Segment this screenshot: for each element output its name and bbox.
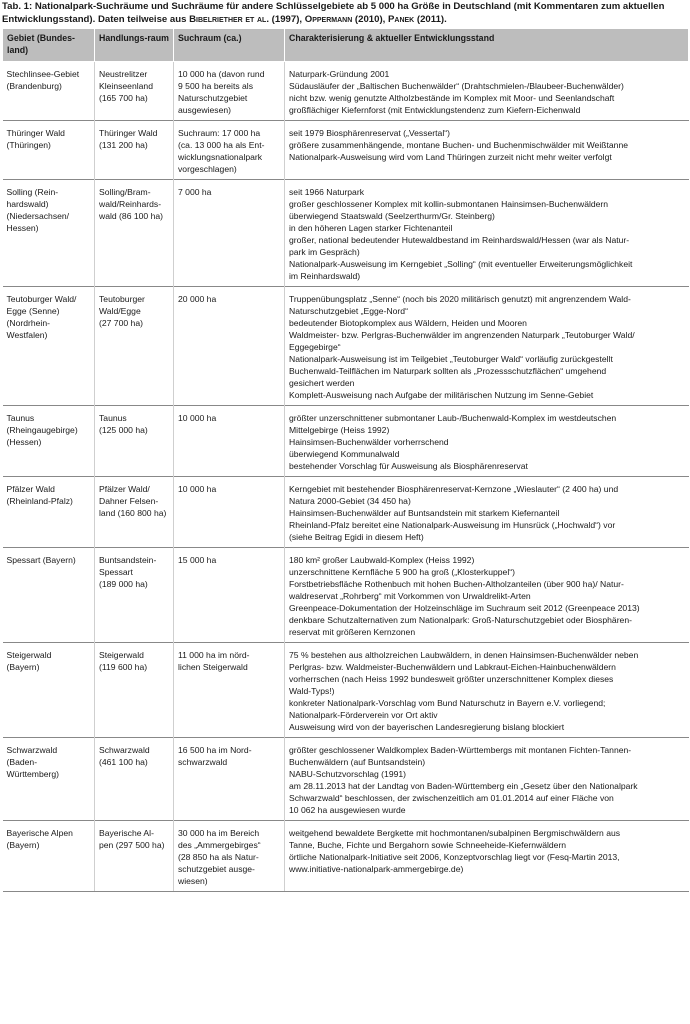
cell-line: (Hessen) bbox=[6, 437, 42, 447]
cell-line: Wald/Egge bbox=[99, 306, 141, 316]
cell-line: Nationalpark-Ausweisung ist im Teilgebiet „Teutoburger Wald“ vorläufig zurückgestellt bbox=[289, 354, 613, 364]
cell-line: großer, national bedeutender Hutewaldbestand im Reinhardswald/Hessen (war als Natur- bbox=[289, 235, 630, 245]
cell-line: Perlgras- bzw. Waldmeister-Buchenwäldern und Labkraut-Eichen-Hainbuchenwäldern bbox=[289, 662, 616, 672]
table-row bbox=[3, 738, 689, 821]
cell-charakterisierung bbox=[285, 821, 689, 892]
cell-line: Thüringer Wald bbox=[6, 128, 65, 138]
caption-year-2: (2010), bbox=[352, 14, 388, 25]
cell-line: Taunus bbox=[99, 413, 127, 423]
cell-line: im Reinhardswald) bbox=[289, 271, 361, 281]
cell-line: bedeutender Biotopkomplex aus Wäldern, Heiden und Mooren bbox=[289, 318, 527, 328]
cell-line: bestehender Vorschlag für Ausweisung als Biosphärenreservat bbox=[289, 461, 528, 471]
cell-line: (Brandenburg) bbox=[6, 81, 62, 91]
cell-handlungsraum bbox=[95, 121, 174, 180]
cell-charakterisierung bbox=[285, 738, 689, 821]
cell-gebiet bbox=[3, 738, 95, 821]
cell-line: Natura 2000-Gebiet (34 450 ha) bbox=[289, 496, 411, 506]
cell-line: Nationalpark-Förderverein vor Ort aktiv bbox=[289, 710, 438, 720]
cell-charakterisierung bbox=[285, 287, 689, 406]
cell-line: (125 000 ha) bbox=[99, 425, 148, 435]
cell-line: Hainsimsen-Buchenwälder vorherrschend bbox=[289, 437, 449, 447]
cell-line: (Bayern) bbox=[6, 840, 40, 850]
cell-line: Egge (Senne) bbox=[6, 306, 60, 316]
cell-suchraum bbox=[174, 180, 285, 287]
table-body bbox=[3, 62, 689, 892]
cell-charakterisierung bbox=[285, 121, 689, 180]
cell-line: nicht bzw. wenig genutzte Altholzbestände im Komplex mit Moor- und Seenlandschaft bbox=[289, 93, 615, 103]
cell-line: Buchenwäldern (auf Buntsandstein) bbox=[289, 757, 426, 767]
cell-line: 10 000 ha (davon rund bbox=[178, 69, 265, 79]
header-handlungsraum: Handlungs-raum bbox=[95, 29, 174, 62]
cell-line: Teutoburger bbox=[99, 294, 145, 304]
cell-line: Kleinseenland bbox=[99, 81, 153, 91]
cell-line: Dahner Felsen- bbox=[99, 496, 159, 506]
table-row bbox=[3, 548, 689, 643]
cell-line: reservat mit größeren Kernzonen bbox=[289, 627, 416, 637]
cell-gebiet bbox=[3, 180, 95, 287]
cell-line: ausgewiesen) bbox=[178, 105, 232, 115]
cell-line: Tanne, Buche, Fichte und Bergahorn sowie Schneeheide-Kiefernwäldern bbox=[289, 840, 567, 850]
cell-handlungsraum bbox=[95, 62, 174, 121]
cell-line: (Nordrhein- bbox=[6, 318, 50, 328]
cell-line: (Rheinland-Pfalz) bbox=[6, 496, 73, 506]
caption-text: Tab. 1: Nationalpark-Suchräume und Suchräume für andere Schlüsselgebiete ab 5 000 ha Größe in Deutschland (mit Kommentaren zum aktuellen Entwicklungsstand). Daten teilweise aus bbox=[2, 1, 665, 25]
cell-line: Nationalpark-Ausweisung im Kerngebiet „Solling“ (mit eventueller Erweiterungsmöglichkeit bbox=[289, 259, 633, 269]
cell-line: waldreservat „Rohrberg“ mit Vorkommen von Urwaldrelikt-Arten bbox=[289, 591, 531, 601]
cell-line: Schwarzwald bbox=[6, 745, 58, 755]
cell-line: Hainsimsen-Buchenwälder auf Buntsandstein mit starkem Kiefernanteil bbox=[289, 508, 560, 518]
cell-line: Naturpark-Gründung 2001 bbox=[289, 69, 390, 79]
cell-line: überwiegend Staatswald (Seelzerthurm/Gr. Steinberg) bbox=[289, 211, 495, 221]
cell-line: (Bayern) bbox=[6, 662, 40, 672]
cell-line: Rheinland-Pfalz bereitet eine Nationalpark-Ausweisung im Hunsrück („Hochwald“) vor bbox=[289, 520, 616, 530]
table-row bbox=[3, 643, 689, 738]
cell-line: Wald-Typs!) bbox=[289, 686, 335, 696]
cell-line: Teutoburger Wald/ bbox=[6, 294, 77, 304]
cell-line: großflächiger Kiefernforst (mit Entwicklungstendenz zum Kiefern-Eichenwald bbox=[289, 105, 581, 115]
cell-suchraum bbox=[174, 548, 285, 643]
cell-line: größter geschlossener Waldkomplex Baden-Württembergs mit montanen Fichten-Tannen- bbox=[289, 745, 632, 755]
cell-gebiet bbox=[3, 643, 95, 738]
cell-line: Württemberg) bbox=[6, 769, 60, 779]
cell-line: (ca. 13 000 ha als Ent- bbox=[178, 140, 265, 150]
cell-line: (Thüringen) bbox=[6, 140, 51, 150]
cell-line: lichen Steigerwald bbox=[178, 662, 248, 672]
cell-handlungsraum bbox=[95, 180, 174, 287]
header-charakterisierung: Charakterisierung & aktueller Entwicklungsstand bbox=[285, 29, 689, 62]
cell-line: unzerschnittene Kernfläche 5 900 ha groß („Klosterkuppel“) bbox=[289, 567, 515, 577]
cell-line: (siehe Beitrag Egidi in diesem Heft) bbox=[289, 532, 424, 542]
cell-line: 11 000 ha im nörd- bbox=[178, 650, 250, 660]
table-row bbox=[3, 477, 689, 548]
cell-handlungsraum bbox=[95, 406, 174, 477]
cell-suchraum bbox=[174, 406, 285, 477]
caption-author-3: Panek bbox=[388, 14, 415, 25]
table-row bbox=[3, 821, 689, 892]
cell-line: (461 100 ha) bbox=[99, 757, 148, 767]
cell-line: Schwarzwald“ beschlossen, der zwischenzeitlich am 01.01.2014 auf einer Fläche von bbox=[289, 793, 614, 803]
cell-line: 7 000 ha bbox=[178, 187, 212, 197]
cell-line: des „Ammergebirges“ bbox=[178, 840, 261, 850]
cell-line: 10 000 ha bbox=[178, 484, 217, 494]
cell-gebiet bbox=[3, 287, 95, 406]
table-row bbox=[3, 287, 689, 406]
cell-line: konkreter Nationalpark-Vorschlag vom Bund Naturschutz in Bayern e.V. vorliegend; bbox=[289, 698, 606, 708]
cell-line: am 28.11.2013 hat der Landtag von Baden-Württemberg ein „Gesetz über den Nationalpark bbox=[289, 781, 638, 791]
cell-line: schutzgebiet ausge- bbox=[178, 864, 255, 874]
cell-suchraum bbox=[174, 821, 285, 892]
cell-line: Mittelgebirge (Heiss 1992) bbox=[289, 425, 390, 435]
cell-line: Ausweisung wird von der bayerischen Landesregierung bislang blockiert bbox=[289, 722, 565, 732]
cell-charakterisierung bbox=[285, 548, 689, 643]
cell-line: wald/Reinhards- bbox=[99, 199, 162, 209]
cell-line: 10 000 ha bbox=[178, 413, 217, 423]
cell-line: Spessart (Bayern) bbox=[6, 555, 76, 565]
cell-line: pen (297 500 ha) bbox=[99, 840, 165, 850]
cell-line: größere zusammenhängende, montane Buchen- und Buchenmischwälder mit Weißtanne bbox=[289, 140, 629, 150]
cell-line: 16 500 ha im Nord- bbox=[178, 745, 252, 755]
cell-line: (119 600 ha) bbox=[99, 662, 148, 672]
cell-line: Spessart bbox=[99, 567, 133, 577]
cell-line: vorgeschlagen) bbox=[178, 164, 237, 174]
cell-line: seit 1979 Biosphärenreservat („Vessertal“) bbox=[289, 128, 450, 138]
cell-handlungsraum bbox=[95, 738, 174, 821]
caption-author-2: Oppermann bbox=[304, 14, 353, 25]
cell-line: wiesen) bbox=[178, 876, 208, 886]
cell-line: Pfälzer Wald bbox=[6, 484, 55, 494]
cell-line: 180 km² großer Laubwald-Komplex (Heiss 1992) bbox=[289, 555, 475, 565]
cell-charakterisierung bbox=[285, 180, 689, 287]
cell-charakterisierung bbox=[285, 477, 689, 548]
cell-suchraum bbox=[174, 287, 285, 406]
cell-handlungsraum bbox=[95, 821, 174, 892]
cell-line: Solling (Rein- bbox=[6, 187, 59, 197]
cell-gebiet bbox=[3, 121, 95, 180]
cell-line: Komplett-Ausweisung nach Aufgabe der militärischen Nutzung im Senne-Gebiet bbox=[289, 390, 594, 400]
cell-line: 30 000 ha im Bereich bbox=[178, 828, 260, 838]
cell-line: Waldmeister- bzw. Perlgras-Buchenwälder im angrenzenden Naturpark „Teutoburger Wald/ bbox=[289, 330, 635, 340]
cell-line: wicklungsnationalpark bbox=[178, 152, 263, 162]
cell-line: www.initiative-nationalpark-ammergebirge.de) bbox=[289, 864, 464, 874]
cell-line: Thüringer Wald bbox=[99, 128, 158, 138]
table-row bbox=[3, 62, 689, 121]
cell-line: Nationalpark-Ausweisung wird vom Land Thüringen zurzeit nicht mehr weiter verfolgt bbox=[289, 152, 612, 162]
cell-line: Bayerische Alpen bbox=[6, 828, 73, 838]
cell-line: gesichert werden bbox=[289, 378, 355, 388]
cell-line: Buntsandstein- bbox=[99, 555, 157, 565]
cell-line: Pfälzer Wald/ bbox=[99, 484, 150, 494]
cell-handlungsraum bbox=[95, 643, 174, 738]
cell-line: Steigerwald bbox=[6, 650, 52, 660]
cell-handlungsraum bbox=[95, 477, 174, 548]
cell-line: (Rheingaugebirge) bbox=[6, 425, 78, 435]
cell-line: park im Gespräch) bbox=[289, 247, 360, 257]
cell-suchraum bbox=[174, 62, 285, 121]
cell-line: NABU-Schutzvorschlag (1991) bbox=[289, 769, 407, 779]
cell-line: hardswald) bbox=[6, 199, 49, 209]
cell-line: Westfalen) bbox=[6, 330, 48, 340]
caption-year-3: (2011). bbox=[414, 14, 447, 25]
cell-suchraum bbox=[174, 121, 285, 180]
cell-line: Hessen) bbox=[6, 223, 39, 233]
cell-charakterisierung bbox=[285, 406, 689, 477]
table-header-row bbox=[3, 29, 689, 62]
cell-line: seit 1966 Naturpark bbox=[289, 187, 364, 197]
cell-line: größter unzerschnittener submontaner Laub-/Buchenwald-Komplex im westdeutschen bbox=[289, 413, 617, 423]
cell-line: in den höheren Lagen starker Fichtenanteil bbox=[289, 223, 453, 233]
cell-line: Truppenübungsplatz „Senne“ (noch bis 2020 militärisch genutzt) mit angrenzendem Wald- bbox=[289, 294, 631, 304]
cell-gebiet bbox=[3, 62, 95, 121]
cell-line: großer geschlossener Komplex mit kollin-submontanen Hainsimsen-Buchenwäldern bbox=[289, 199, 609, 209]
cell-line: 15 000 ha bbox=[178, 555, 217, 565]
cell-handlungsraum bbox=[95, 287, 174, 406]
cell-line: örtliche Nationalpark-Initiative seit 2006, Konzeptvorschlag liegt vor (Fesq-Martin 2013, bbox=[289, 852, 620, 862]
table-row bbox=[3, 180, 689, 287]
cell-line: land (160 800 ha) bbox=[99, 508, 167, 518]
cell-line: Suchraum: 17 000 ha bbox=[178, 128, 261, 138]
cell-line: (27 700 ha) bbox=[99, 318, 143, 328]
cell-gebiet bbox=[3, 477, 95, 548]
cell-line: Taunus bbox=[6, 413, 35, 423]
cell-line: denkbare Schutzalternativen zum Nationalpark: Groß-Naturschutzgebiet oder Biosphären- bbox=[289, 615, 632, 625]
cell-line: Kerngebiet mit bestehender Biosphärenreservat-Kernzone „Wieslauter“ (2 400 ha) und bbox=[289, 484, 619, 494]
cell-handlungsraum bbox=[95, 548, 174, 643]
cell-line: (28 850 ha als Natur- bbox=[178, 852, 259, 862]
cell-line: Naturschutzgebiet bbox=[178, 93, 248, 103]
cell-line: Bayerische Al- bbox=[99, 828, 154, 838]
cell-suchraum bbox=[174, 477, 285, 548]
cell-line: Steigerwald bbox=[99, 650, 144, 660]
table-row bbox=[3, 121, 689, 180]
national-park-table bbox=[2, 28, 689, 892]
cell-line: Schwarzwald bbox=[99, 745, 150, 755]
cell-line: Südausläufer der „Baltischen Buchenwälder“ (Drahtschmielen-/Blaubeer-Buchenwälder) bbox=[289, 81, 624, 91]
cell-line: vorherrschen (nach Heiss 1992 bundesweit größter unzerschnittener Komplex dieses bbox=[289, 674, 614, 684]
cell-line: Greenpeace-Dokumentation der Holzeinschläge im Suchraum seit 2012 (Greenpeace 2013) bbox=[289, 603, 640, 613]
cell-line: 75 % bestehen aus altholzreichen Laubwäldern, in denen Hainsimsen-Buchenwälder neben bbox=[289, 650, 639, 660]
cell-suchraum bbox=[174, 643, 285, 738]
cell-line: 20 000 ha bbox=[178, 294, 217, 304]
cell-line: (Niedersachsen/ bbox=[6, 211, 70, 221]
cell-charakterisierung bbox=[285, 643, 689, 738]
table-row bbox=[3, 406, 689, 477]
cell-line: überwiegend Kommunalwald bbox=[289, 449, 400, 459]
cell-line: Neustrelitzer bbox=[99, 69, 148, 79]
table-caption bbox=[0, 0, 690, 28]
caption-author-1: Bibelriether et al. bbox=[189, 14, 269, 25]
cell-line: (165 700 ha) bbox=[99, 93, 148, 103]
cell-line: 9 500 ha bereits als bbox=[178, 81, 254, 91]
cell-line: Solling/Bram- bbox=[99, 187, 151, 197]
cell-line: 10 062 ha ausgewiesen wurde bbox=[289, 805, 406, 815]
cell-line: (189 000 ha) bbox=[99, 579, 148, 589]
header-gebiet: Gebiet (Bundes-land) bbox=[3, 29, 95, 62]
cell-gebiet bbox=[3, 821, 95, 892]
cell-line: schwarzwald bbox=[178, 757, 228, 767]
cell-gebiet bbox=[3, 548, 95, 643]
cell-line: (131 200 ha) bbox=[99, 140, 148, 150]
cell-line: wald (86 100 ha) bbox=[99, 211, 164, 221]
cell-gebiet bbox=[3, 406, 95, 477]
cell-line: Stechlinsee-Gebiet bbox=[6, 69, 80, 79]
cell-line: Eggegebirge“ bbox=[289, 342, 341, 352]
cell-line: Forstbetriebsfläche Rothenbuch mit hohen Buchen-Altholzanteilen (über 900 ha)/ Natur- bbox=[289, 579, 624, 589]
caption-year-1: (1997), bbox=[269, 14, 305, 25]
cell-line: Naturschutzgebiet „Egge-Nord“ bbox=[289, 306, 408, 316]
cell-suchraum bbox=[174, 738, 285, 821]
header-suchraum: Suchraum (ca.) bbox=[174, 29, 285, 62]
cell-line: weitgehend bewaldete Bergkette mit hochmontanen/subalpinen Bergmischwäldern aus bbox=[289, 828, 621, 838]
cell-line: Buchenwald-Teilflächen im Naturpark sollten als „Prozessschutzflächen“ umgehend bbox=[289, 366, 607, 376]
cell-line: (Baden- bbox=[6, 757, 38, 767]
cell-charakterisierung bbox=[285, 62, 689, 121]
